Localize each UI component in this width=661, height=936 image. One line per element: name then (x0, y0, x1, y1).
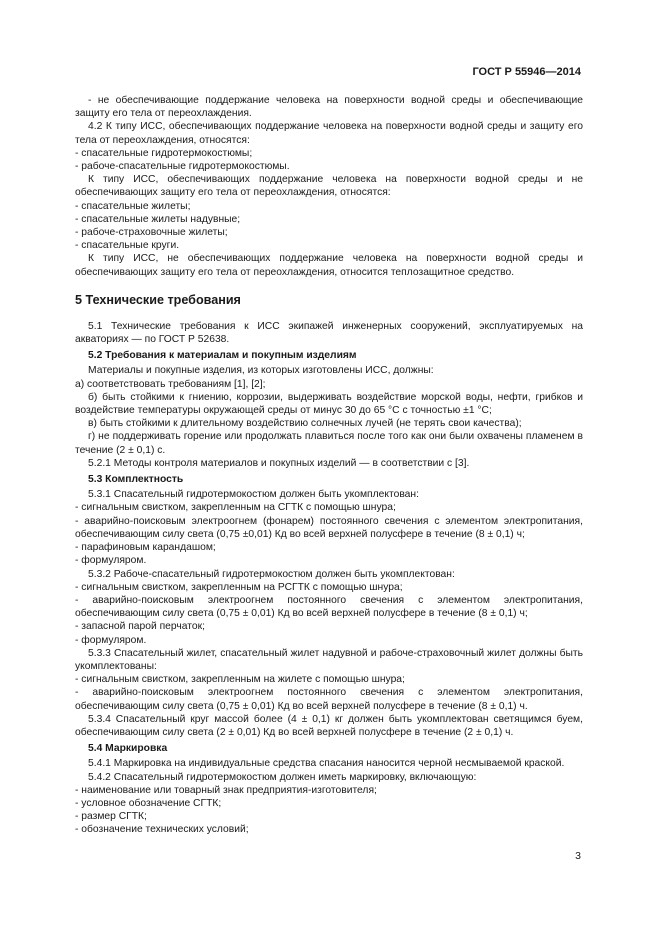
list-item: г) не поддерживать горение или продолжать плавиться после того как они были охвачены пламенем в течение (2 ± 0,1) с. (75, 431, 583, 456)
list-item: - парафиновым карандашом; (75, 542, 216, 554)
list-item: - условное обозначение СГТК; (75, 797, 222, 809)
list-item: - сигнальным свистком, закрепленным на жилете с помощью шнура; (75, 674, 405, 686)
list-item: - аварийно-поисковым электроогнем постоянного свечения с элементом электропитания, обеспечивающим силу света (0,75 ± 0,01) Кд во всей верхней полусфере в течение (8 ± 0,1) ч. (75, 687, 583, 712)
list-item: - запасной парой перчаток; (75, 621, 205, 633)
list-item: - рабоче-спасательные гидротермокостюмы. (75, 161, 290, 173)
paragraph: - не обеспечивающие поддержание человека на поверхности водной среды и обеспечивающие защиту его тела от переохлаждения. (75, 95, 583, 120)
paragraph: К типу ИСС, не обеспечивающих поддержание человека на поверхности водной среды и обеспечивающих защиту его тела от переохлаждения, относится теплозащитное средство. (75, 253, 583, 278)
list-item: - сигнальным свистком, закрепленным на РСГТК с помощью шнура; (75, 581, 403, 593)
document-body (75, 94, 583, 837)
section-heading-5: 5 Технические требования (75, 292, 241, 307)
list-item: - спасательные круги. (75, 240, 180, 252)
list-item: - формуляром. (75, 634, 147, 646)
paragraph: 5.4.1 Маркировка на индивидуальные средства спасания наносится черной несмываемой краской. (88, 758, 565, 770)
paragraph: 4.2 К типу ИСС, обеспечивающих поддержание человека на поверхности водной среды и защиту его тела от переохлаждения, относятся: (75, 121, 583, 146)
list-item: - аварийно-поисковым электроогнем (фонарем) постоянного свечения с элементом электропитания, обеспечивающим силу света (0,75 ±0,01) Кд во всей верхней полусфере в течение (8 ± 0,1) ч; (75, 515, 583, 540)
list-item: - формуляром. (75, 555, 147, 567)
list-item: - обозначение технических условий; (75, 824, 249, 836)
list-item: - наименование или товарный знак предприятия-изготовителя; (75, 784, 377, 796)
subsection-heading-5-4: 5.4 Маркировка (88, 743, 168, 755)
paragraph: 5.3.3 Спасательный жилет, спасательный жилет надувной и рабоче-страховочный жилет должны быть укомплектованы: (75, 647, 583, 672)
list-item: - спасательные жилеты; (75, 200, 191, 212)
document-header: ГОСТ Р 55946—2014 (472, 66, 581, 78)
paragraph: 5.2.1 Методы контроля материалов и покупных изделий — в соответствии с [3]. (88, 457, 470, 469)
paragraph: Материалы и покупные изделия, из которых изготовлены ИСС, должны: (88, 365, 434, 377)
list-item: б) быть стойкими к гниению, коррозии, выдерживать воздействие морской воды, нефти, грибков и воздействие температуры окружающей среды от минус 30 до 65 °С с точностью ±1 °С; (75, 391, 583, 417)
list-item: - размер СГТК; (75, 811, 147, 823)
subsection-heading-5-2: 5.2 Требования к материалам и покупным изделиям (88, 350, 357, 362)
list-item: - рабоче-страховочные жилеты; (75, 227, 228, 239)
list-item: - спасательные жилеты надувные; (75, 213, 241, 225)
paragraph: 5.3.4 Спасательный круг массой более (4 ± 0,1) кг должен быть укомплектован светящимся буем, обеспечивающим силу света (2 ± 0,01) Кд во всей верхней полусфере в течение (2 ± 0,1) ч. (75, 713, 583, 738)
paragraph: 5.3.1 Спасательный гидротермокостюм должен быть укомплектован: (88, 489, 419, 501)
paragraph: К типу ИСС, обеспечивающих поддержание человека на поверхности водной среды и не обеспечивающих защиту его тела от переохлаждения, относятся: (75, 174, 583, 199)
list-item: - сигнальным свистком, закрепленным на СГТК с помощью шнура; (75, 502, 396, 514)
list-item: а) соответствовать требованиям [1], [2]; (75, 378, 266, 390)
list-item: - аварийно-поисковым электроогнем постоянного свечения с элементом электропитания, обеспечивающим силу света (0,75 ± 0,01) Кд во всей верхней полусфере в течение (8 ± 0,1) ч; (75, 594, 583, 620)
paragraph: 5.1 Технические требования к ИСС экипажей инженерных сооружений, эксплуатируемых на акваториях — по ГОСТ Р 52638. (75, 320, 583, 346)
paragraph: 5.4.2 Спасательный гидротермокостюм должен иметь маркировку, включающую: (88, 771, 477, 783)
subsection-heading-5-3: 5.3 Комплектность (88, 474, 184, 486)
page-number: 3 (575, 850, 581, 862)
list-item: - спасательные гидротермокостюмы; (75, 147, 253, 159)
list-item: в) быть стойкими к длительному воздействию солнечных лучей (не терять свои качества); (88, 418, 522, 430)
paragraph: 5.3.2 Рабоче-спасательный гидротермокостюм должен быть укомплектован: (88, 568, 455, 580)
